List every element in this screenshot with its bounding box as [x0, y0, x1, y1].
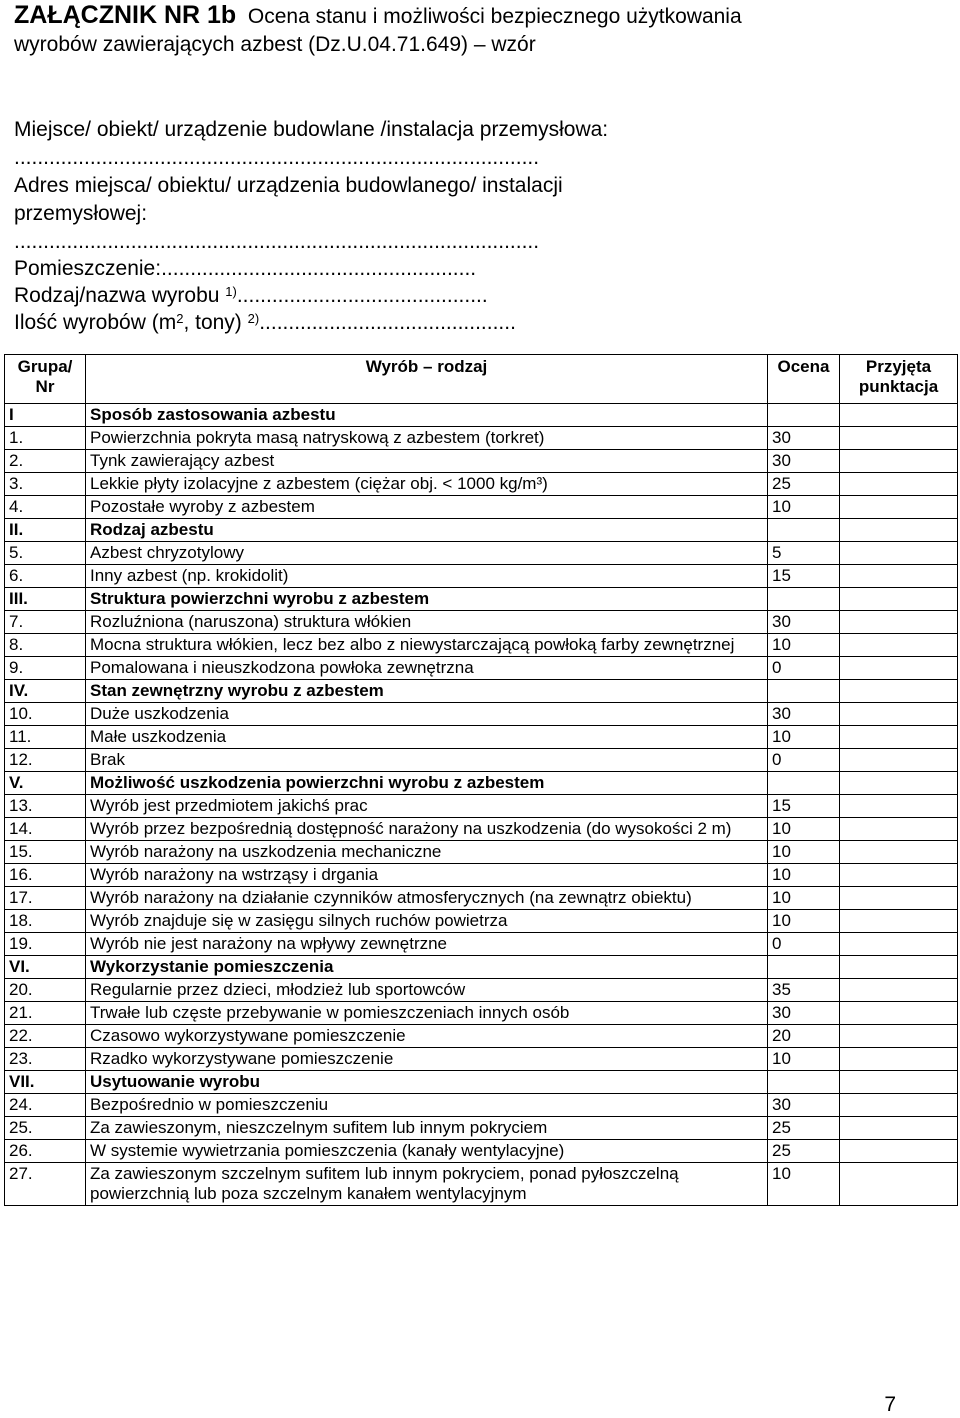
row-number: 26. — [5, 1140, 86, 1163]
row-number: VII. — [5, 1071, 86, 1094]
row-description: Mocna struktura włókien, lecz bez albo z niewystarczającą powłoką farby zewnętrznej — [86, 634, 768, 657]
row-number: 11. — [5, 726, 86, 749]
table-group-row — [5, 588, 958, 611]
row-number: IV. — [5, 680, 86, 703]
row-number: 7. — [5, 611, 86, 634]
accepted-points-cell[interactable] — [840, 1002, 958, 1025]
row-number: 3. — [5, 473, 86, 496]
row-score: 0 — [768, 749, 840, 772]
row-number: 12. — [5, 749, 86, 772]
table-row — [5, 1025, 958, 1048]
row-number: 20. — [5, 979, 86, 1002]
row-score: 10 — [768, 1163, 840, 1206]
accepted-points-cell[interactable] — [840, 1140, 958, 1163]
row-description: Lekkie płyty izolacyjne z azbestem (ciężar obj. < 1000 kg/m³) — [86, 473, 768, 496]
accepted-points-cell[interactable] — [840, 726, 958, 749]
product-dots: ........................................... — [236, 284, 488, 307]
row-number: 10. — [5, 703, 86, 726]
accepted-points-cell[interactable] — [840, 542, 958, 565]
row-description: Trwałe lub częste przebywanie w pomieszczeniach innych osób — [86, 1002, 768, 1025]
row-number: 6. — [5, 565, 86, 588]
room-label: Pomieszczenie: — [14, 257, 162, 280]
table-row — [5, 1163, 958, 1206]
row-score: 10 — [768, 910, 840, 933]
row-score: 10 — [768, 1048, 840, 1071]
row-number: 27. — [5, 1163, 86, 1206]
place-dots: .......................................................................................... — [14, 146, 540, 169]
row-description: Duże uszkodzenia — [86, 703, 768, 726]
row-score: 10 — [768, 818, 840, 841]
accepted-points-cell[interactable] — [840, 979, 958, 1002]
header-nr-label: Nr — [35, 377, 55, 396]
table-group-row — [5, 680, 958, 703]
product-label: Rodzaj/nazwa wyrobu — [14, 284, 220, 307]
page-number: 7 — [884, 1393, 896, 1416]
row-description: Czasowo wykorzystywane pomieszczenie — [86, 1025, 768, 1048]
row-number: I — [5, 404, 86, 427]
row-description: Tynk zawierający azbest — [86, 450, 768, 473]
row-number: 8. — [5, 634, 86, 657]
row-description: Powierzchnia pokryta masą natryskową z azbestem (torkret) — [86, 427, 768, 450]
accepted-points-cell[interactable] — [840, 450, 958, 473]
row-description: Wyrób jest przedmiotem jakichś prac — [86, 795, 768, 818]
accepted-points-cell[interactable] — [840, 1071, 958, 1094]
quantity-unit-sup: 2 — [176, 311, 184, 326]
row-score — [768, 680, 840, 703]
accepted-points-cell[interactable] — [840, 1163, 958, 1206]
row-description: Pozostałe wyroby z azbestem — [86, 496, 768, 519]
table-header-row — [5, 355, 958, 404]
table-row — [5, 657, 958, 680]
table-row — [5, 1094, 958, 1117]
accepted-points-cell[interactable] — [840, 473, 958, 496]
row-number: 13. — [5, 795, 86, 818]
table-row — [5, 427, 958, 450]
row-number: 5. — [5, 542, 86, 565]
row-number: 21. — [5, 1002, 86, 1025]
accepted-points-cell[interactable] — [840, 519, 958, 542]
table-row — [5, 1117, 958, 1140]
accepted-points-cell[interactable] — [840, 634, 958, 657]
group-title: Rodzaj azbestu — [86, 519, 768, 542]
group-title: Usytuowanie wyrobu — [86, 1071, 768, 1094]
row-score: 0 — [768, 933, 840, 956]
header-accepted-label: Przyjęta — [865, 357, 932, 376]
accepted-points-cell[interactable] — [840, 956, 958, 979]
row-number: 1. — [5, 427, 86, 450]
table-group-row — [5, 404, 958, 427]
product-footnote: 1) — [225, 284, 237, 299]
group-title: Możliwość uszkodzenia powierzchni wyrobu z azbestem — [86, 772, 768, 795]
row-score: 10 — [768, 496, 840, 519]
group-title: Sposób zastosowania azbestu — [86, 404, 768, 427]
table-row — [5, 450, 958, 473]
table-row — [5, 795, 958, 818]
group-title: Wykorzystanie pomieszczenia — [86, 956, 768, 979]
accepted-points-cell[interactable] — [840, 588, 958, 611]
row-number: VI. — [5, 956, 86, 979]
row-score: 30 — [768, 1002, 840, 1025]
row-score: 30 — [768, 427, 840, 450]
product-field — [14, 282, 488, 310]
row-number: 4. — [5, 496, 86, 519]
table-row — [5, 611, 958, 634]
header-accepted-points — [840, 355, 958, 404]
title-description: Ocena stanu i możliwości bezpiecznego użytkowania — [247, 5, 742, 28]
room-dots: ...................................................... — [161, 257, 477, 280]
address-dots: .......................................................................................... — [14, 230, 540, 253]
quantity-label: Ilość wyrobów (m — [14, 311, 177, 334]
row-score: 25 — [768, 1117, 840, 1140]
table-row — [5, 864, 958, 887]
document-title — [14, 0, 954, 32]
row-description: Azbest chryzotylowy — [86, 542, 768, 565]
row-score: 15 — [768, 795, 840, 818]
header-group-nr — [5, 355, 86, 404]
row-score: 0 — [768, 657, 840, 680]
accepted-points-cell[interactable] — [840, 887, 958, 910]
accepted-points-cell[interactable] — [840, 703, 958, 726]
row-number: 17. — [5, 887, 86, 910]
annex-number: ZAŁĄCZNIK NR 1b — [14, 1, 237, 29]
accepted-points-cell[interactable] — [840, 611, 958, 634]
row-number: II. — [5, 519, 86, 542]
accepted-points-cell[interactable] — [840, 1117, 958, 1140]
accepted-points-cell[interactable] — [840, 772, 958, 795]
row-score: 25 — [768, 473, 840, 496]
accepted-points-cell[interactable] — [840, 841, 958, 864]
table-row — [5, 818, 958, 841]
table-row — [5, 887, 958, 910]
place-label: Miejsce/ obiekt/ urządzenie budowlane /instalacja przemysłowa: — [14, 118, 609, 141]
row-description: Wyrób nie jest narażony na wpływy zewnętrzne — [86, 933, 768, 956]
table-row — [5, 979, 958, 1002]
row-score: 30 — [768, 1094, 840, 1117]
row-score — [768, 1071, 840, 1094]
accepted-points-cell[interactable] — [840, 1048, 958, 1071]
row-score: 30 — [768, 611, 840, 634]
row-description: Za zawieszonym, nieszczelnym sufitem lub innym pokryciem — [86, 1117, 768, 1140]
table-group-row — [5, 956, 958, 979]
row-score — [768, 519, 840, 542]
row-description: Rozluźniona (naruszona) struktura włókien — [86, 611, 768, 634]
assessment-table — [4, 354, 958, 1206]
row-score: 10 — [768, 887, 840, 910]
row-description: Wyrób narażony na wstrząsy i drgania — [86, 864, 768, 887]
accepted-points-cell[interactable] — [840, 749, 958, 772]
row-description: Wyrób znajduje się w zasięgu silnych ruchów powietrza — [86, 910, 768, 933]
quantity-field — [14, 309, 516, 337]
accepted-points-cell[interactable] — [840, 427, 958, 450]
table-row — [5, 841, 958, 864]
table-row — [5, 565, 958, 588]
row-description: Małe uszkodzenia — [86, 726, 768, 749]
table-group-row — [5, 1071, 958, 1094]
row-number: 14. — [5, 818, 86, 841]
row-description: Regularnie przez dzieci, młodzież lub sportowców — [86, 979, 768, 1002]
row-description: W systemie wywietrzania pomieszczenia (kanały wentylacyjne) — [86, 1140, 768, 1163]
row-score — [768, 772, 840, 795]
row-score: 30 — [768, 703, 840, 726]
table-row — [5, 1140, 958, 1163]
row-score: 10 — [768, 864, 840, 887]
row-score: 35 — [768, 979, 840, 1002]
row-score: 10 — [768, 841, 840, 864]
row-number: 15. — [5, 841, 86, 864]
accepted-points-cell[interactable] — [840, 818, 958, 841]
accepted-points-cell[interactable] — [840, 657, 958, 680]
table-group-row — [5, 519, 958, 542]
row-score — [768, 404, 840, 427]
row-number: 19. — [5, 933, 86, 956]
row-description: Bezpośrednio w pomieszczeniu — [86, 1094, 768, 1117]
group-title: Struktura powierzchni wyrobu z azbestem — [86, 588, 768, 611]
row-description: Pomalowana i nieuszkodzona powłoka zewnętrzna — [86, 657, 768, 680]
table-body — [5, 404, 958, 1206]
row-number: V. — [5, 772, 86, 795]
accepted-points-cell[interactable] — [840, 1094, 958, 1117]
quantity-dots: ............................................ — [259, 311, 516, 334]
row-description: Wyrób przez bezpośrednią dostępność narażony na uszkodzenia (do wysokości 2 m) — [86, 818, 768, 841]
header-points-label: punktacja — [858, 377, 939, 396]
row-score — [768, 956, 840, 979]
row-description: Wyrób narażony na działanie czynników atmosferycznych (na zewnątrz obiektu) — [86, 887, 768, 910]
room-field — [14, 255, 476, 283]
row-number: 24. — [5, 1094, 86, 1117]
table-row — [5, 1002, 958, 1025]
title-description-line2: wyrobów zawierających azbest (Dz.U.04.71.649) – wzór — [14, 33, 536, 56]
row-number: 2. — [5, 450, 86, 473]
accepted-points-cell[interactable] — [840, 864, 958, 887]
row-score: 10 — [768, 726, 840, 749]
table-row — [5, 542, 958, 565]
address-label-line2: przemysłowej: — [14, 202, 148, 225]
row-number: III. — [5, 588, 86, 611]
table-row — [5, 634, 958, 657]
row-description: Za zawieszonym szczelnym sufitem lub innym pokryciem, ponad pyłoszczelną powierzchnią lub poza szczelnym kanałem wentylacyjnym — [86, 1163, 768, 1206]
row-number: 25. — [5, 1117, 86, 1140]
table-row — [5, 496, 958, 519]
row-description: Inny azbest (np. krokidolit) — [86, 565, 768, 588]
row-score — [768, 588, 840, 611]
row-score: 5 — [768, 542, 840, 565]
table-row — [5, 933, 958, 956]
row-description: Brak — [86, 749, 768, 772]
row-description: Wyrób narażony na uszkodzenia mechaniczne — [86, 841, 768, 864]
accepted-points-cell[interactable] — [840, 910, 958, 933]
header-product-type: Wyrób – rodzaj — [86, 355, 768, 404]
header-group-label: Grupa/ — [17, 357, 73, 376]
table-row — [5, 726, 958, 749]
accepted-points-cell[interactable] — [840, 565, 958, 588]
row-number: 16. — [5, 864, 86, 887]
row-score: 20 — [768, 1025, 840, 1048]
row-score: 15 — [768, 565, 840, 588]
accepted-points-cell[interactable] — [840, 404, 958, 427]
accepted-points-cell[interactable] — [840, 496, 958, 519]
table-row — [5, 473, 958, 496]
header-score: Ocena — [768, 355, 840, 404]
accepted-points-cell[interactable] — [840, 795, 958, 818]
table-row — [5, 1048, 958, 1071]
accepted-points-cell[interactable] — [840, 1025, 958, 1048]
row-number: 9. — [5, 657, 86, 680]
address-label-line1: Adres miejsca/ obiektu/ urządzenia budowlanego/ instalacji — [14, 174, 563, 197]
quantity-label-rest: , tony) — [183, 311, 242, 334]
group-title: Stan zewnętrzny wyrobu z azbestem — [86, 680, 768, 703]
row-description: Rzadko wykorzystywane pomieszczenie — [86, 1048, 768, 1071]
accepted-points-cell[interactable] — [840, 933, 958, 956]
row-score: 10 — [768, 634, 840, 657]
row-number: 18. — [5, 910, 86, 933]
table-group-row — [5, 772, 958, 795]
table-row — [5, 910, 958, 933]
row-score: 30 — [768, 450, 840, 473]
row-number: 22. — [5, 1025, 86, 1048]
table-row — [5, 703, 958, 726]
row-score: 25 — [768, 1140, 840, 1163]
quantity-footnote: 2) — [247, 311, 260, 326]
accepted-points-cell[interactable] — [840, 680, 958, 703]
row-number: 23. — [5, 1048, 86, 1071]
table-row — [5, 749, 958, 772]
